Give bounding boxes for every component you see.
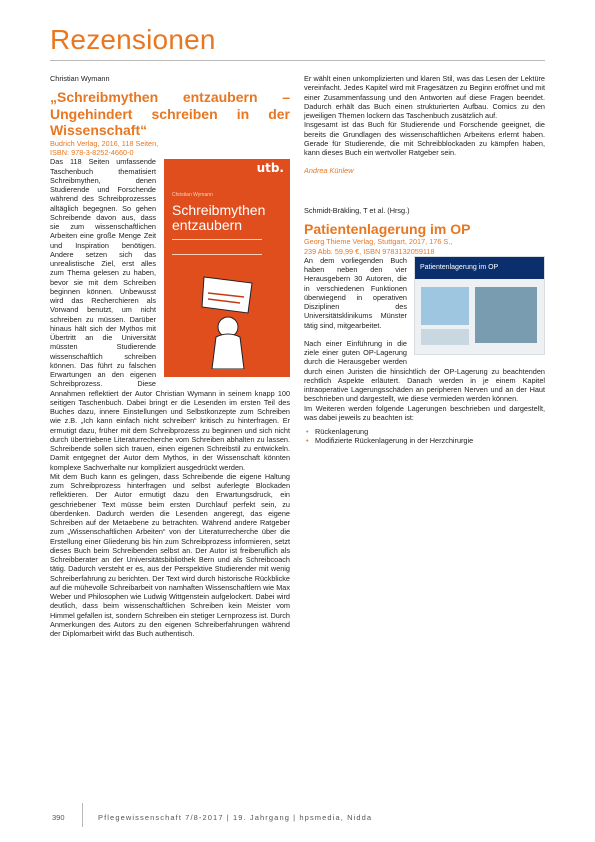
- utb-logo: utb.: [256, 161, 284, 176]
- list-item: • Rückenlagerung: [304, 427, 545, 436]
- review1-isbn: ISBN: 978-3-8252-4660-0: [50, 148, 134, 157]
- review1-publisher: Budrich Verlag, 2016, 118 Seiten,: [50, 138, 159, 148]
- cover-title: Schreibmythen entzaubern: [172, 202, 266, 234]
- review-separator-space: [304, 176, 545, 206]
- review2-paragraph-1: An dem vorliegenden Buch haben neben den vier Herausgebern 30 Autoren, die in verschiedenen Funktionen überwiegend in operativen Disziplinen des Universitätsklinikums Münster tätig sind, mitgearbeitet.: [304, 255, 407, 330]
- review1-author: Christian Wymann: [50, 74, 110, 83]
- review1-paragraph-3: Er wählt einen unkomplizierten und klaren Stil, was das Lesen der Lektüre vereinfacht. Jedes Kapitel wird mit Fragesätzen zu Beginn eröffnet und mit einer Zusammenfassung und den Antworten auf diese Fragen beendet. Dadurch erhält das Buch einen strukturierten Aufbau. Comics zu den jeweiligen Themen lockern das Taschenbuch zusätzlich auf.: [304, 74, 545, 120]
- cover2-photo-2: [475, 287, 537, 343]
- page-number: 390: [52, 813, 65, 822]
- review1-paragraph-1: Das 118 Seiten umfassende Taschenbuch thematisiert Schreibmythen, denen Studierende und Forschende während des Schreibprozesses alltäglich begegnen. So gehen Schreibende davon aus, dass sie zum wissenschaftlichen Arbeiten eine große Menge Zeit und Inspiration benötigen. Andere setzen sich das unrealistische Ziel, erst alles zum Thema gelesen zu haben, bevor sie mit dem Schreiben beginnen können. Unbewusst wird das Recherchieren als Vorwand benutzt, um nicht schreiben zu müssen. Darüber hinaus hält sich der Mythos mit Übertritt an die Universität müssten Studierende wissenschaftlich schreiben können. Das führt zu falschen Erwartungen an den eigenen Schreibprozess. Diese Annahmen reflektiert der Autor Christian Wymann in seinem knapp 100 seitigen Taschenbuch. Dabei bringt er die Lesenden im ersten Teil des Buches dazu, innere Einstellungen und Selbstkonzepte zum Schreiben wie z.B. „Ich kann einfach nicht schreiben“ kritisch zu hinterfragen. Er ermutigt dazu, früher mit dem Schreibprozess zu beginnen und sich nicht durch übertriebene Literaturrecherche vom Schreiben abhalten zu lassen. Schreibende sollen sich trauen, einen eigenen Schreibstil zu entwickeln. Damit entgegnet der Autor dem Mythos, in der Wissenschaft könnten komplexe Sachverhalte nur kompliziert ausgedrückt werden.: [50, 157, 290, 472]
- left-column: [50, 74, 290, 638]
- list-item: • Modifizierte Rückenlagerung in der Herzchirurgie: [304, 436, 545, 445]
- review1-paragraph-4: Insgesamt ist das Buch für Studierende und Forschende geeignet, die bereits die Grundlagen des wissenschaftlichen Arbeitens erlernt haben. Gerade für Studierende, die mit Schreibblockaden zu kämpfen haben, kann dieses Buch ein wertvoller Ratgeber sein.: [304, 120, 545, 157]
- cover2-photo-1: [421, 287, 469, 325]
- cover-comic-illustration: [198, 273, 258, 369]
- footer-divider: [82, 803, 83, 827]
- page-title: Rezensionen: [50, 24, 216, 55]
- review2-paragraph-3: Im Weiteren werden folgende Lagerungen beschrieben und dargestellt, was dabei jeweils zu beachten ist:: [304, 403, 545, 422]
- cover2-title: Patientenlagerung im OP: [415, 257, 544, 279]
- review2-publication-info: [304, 237, 545, 256]
- book-cover-patientenlagerung: [414, 256, 545, 355]
- review2-publisher: Georg Thieme Verlag, Stuttgart, 2017, 176 S.,: [304, 237, 453, 247]
- cover-author: Christian Wymann: [172, 192, 213, 199]
- review1-paragraph-2: Mit dem Buch kann es gelingen, dass Schreibende die eigene Haltung zum Schreibprozess hinterfragen und selbst auferlegte Blockaden reflektieren. Der Autor ermutigt dazu den Erwartungsdruck, ein geschriebener Text müsse beim ersten Durchlauf perfekt sein, zu überdenken. Dadurch werden die Lesenden angeregt, das eigene Schreiben auf der Metaebene zu betrachten. Während andere Ratgeber zum „Wissenschaftlichen Arbeiten“ von der Literaturrecherche über die Erstellung einer Gliederung bis hin zum Schreibprozess informieren, setzt dieses Buch beim Schreibenden selbst an. Der Autor ist freiberuflich als Schreibberater an der Universitätsbibliothek Bern und als Schreibcoach tätig. Dadurch versteht er es, aus der Perspektive Studierender mit wenig Schreiberfahrung zu berichten. Der Text wird durch historische Rückblicke auf die mühevolle Schreibarbeit von namhaften Wissenschaftlern wie Max Weber und Philosophen wie Ludwig Wittgenstein aufgelockert. Dabei wird deutlich, dass beim wissenschaftlichen Schreiben kein Meister vom Himmel gefallen ist, sondern Schreiben ein stetiger Lernprozess ist. Durch Anmerkungen des Autors zu den eigenen Schreiberfahrungen während der Diplomarbeit wirkt das Buch authentisch.: [50, 471, 290, 638]
- review2-paragraph-2: Nach einer Einführung in die ziele einer guten OP-Lagerung durch die Herausgeber werden durch einen Juristen die hinsichtlich der OP-Lagerung zu beachtenden rechtlich Aspekte erläutert. Danach werden in je einem Kapitel intraoperative Lagerungsschäden an peripheren Nerven und an der Haut beschrieben und dargestellt, wie diese vermieden werden können.: [304, 338, 545, 404]
- review1-signature: Andrea Künlew: [304, 166, 354, 176]
- review2-isbn: 239 Abb. 59,99 €, ISBN 9783132059118: [304, 246, 435, 256]
- review2-title: Patientenlagerung im OP: [304, 220, 471, 237]
- review1-publication-info: [50, 139, 290, 158]
- book-cover-schreibmythen: [164, 159, 290, 377]
- review1-title: „Schreibmythen entzaubern – Ungehindert schreiben in der Wissenschaft“: [50, 89, 290, 139]
- right-column: [304, 74, 545, 446]
- cover-subtitle-band: [172, 239, 262, 255]
- title-divider: [50, 60, 545, 61]
- lagerung-list: [304, 427, 545, 446]
- review2-author: Schmidt-Bräkling, T et al. (Hrsg.): [304, 205, 410, 215]
- footer-journal-info: Pflegewissenschaft 7/8-2017 | 19. Jahrgang | hpsmedia, Nidda: [98, 813, 373, 822]
- cover2-photo-3: [421, 329, 469, 345]
